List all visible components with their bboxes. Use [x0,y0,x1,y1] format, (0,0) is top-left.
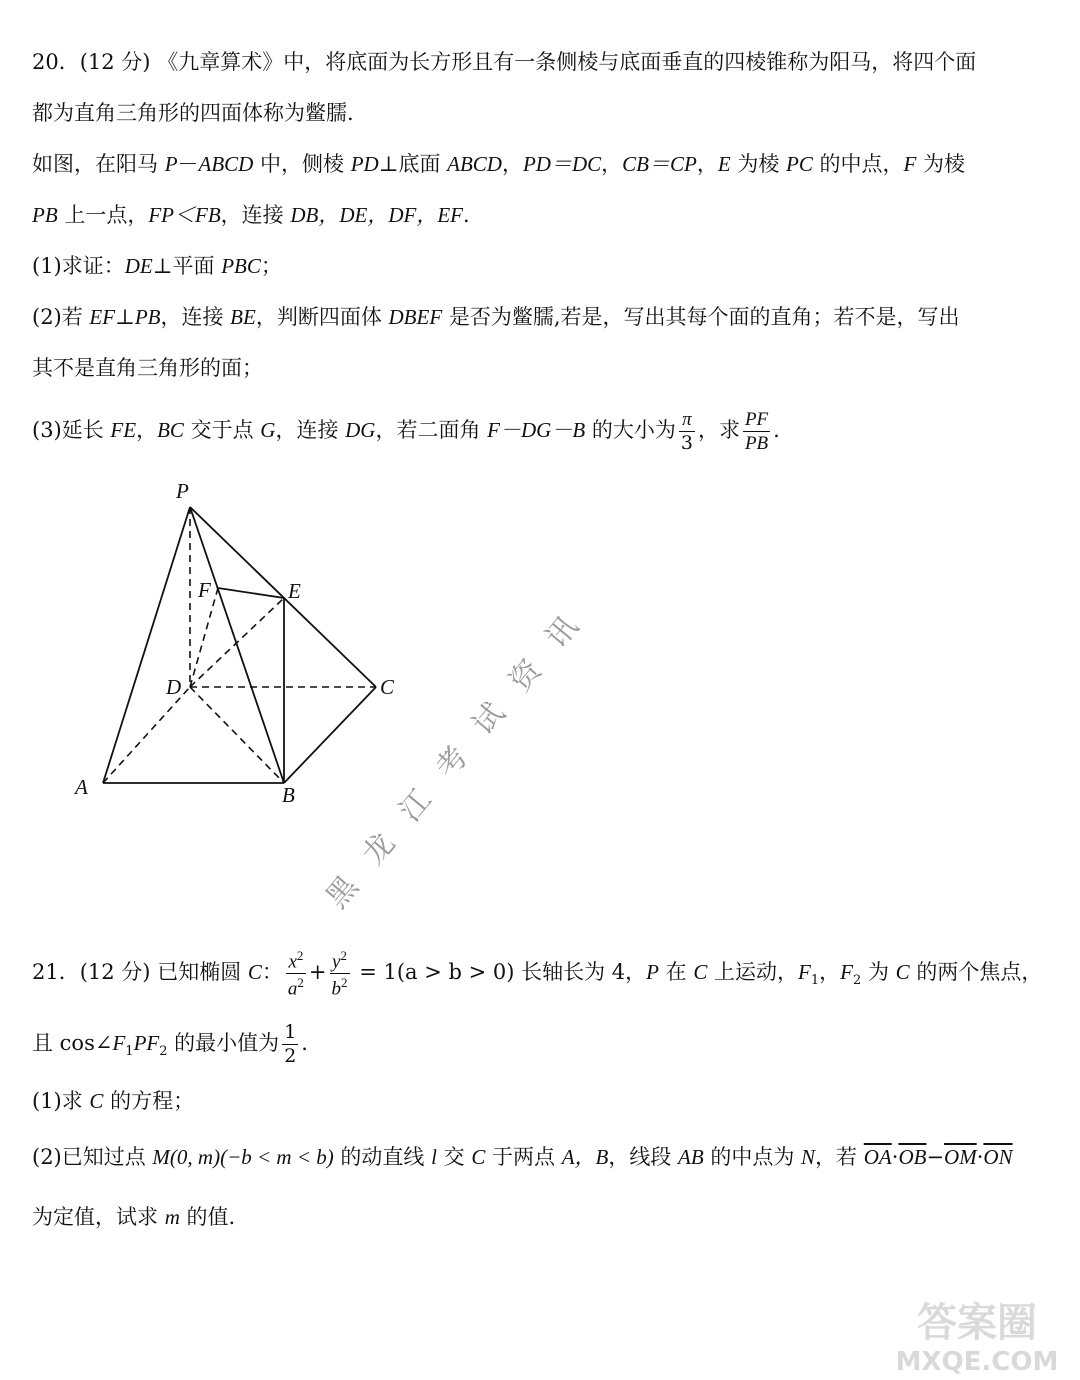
fraction-x2-over-a2 [286,949,306,999]
subscript: 1 [125,1044,134,1060]
fraction-numerator: 1 [284,1021,297,1043]
text: 的值. [179,1205,236,1229]
math-n: N [801,1145,816,1169]
math-m: M [152,1145,170,1169]
text: ， [601,152,623,176]
text: . [773,418,780,442]
math-fp-lt-fb: FP＜FB [148,203,221,227]
text: 其不是直角三角形的面； [32,356,263,380]
text: 交于点 [183,418,261,442]
var-y: y [332,951,341,972]
edge-df-hidden [190,588,218,687]
fraction-y2-over-b2 [330,949,350,999]
plus: + [308,960,327,984]
math-dihedral-angle: F－DG－B [487,418,586,442]
logo-bottom-text: MXQE.COM [895,1347,1059,1376]
text: 中，侧棱 [253,152,351,176]
watermark-char: 龙 [355,826,403,872]
math-cb-eq-cp: CB＝CP [622,152,697,176]
text: ， [819,960,841,984]
math-abcd: ABCD [198,152,254,176]
math-fe: FE [110,418,137,442]
watermark-char: 资 [502,652,549,699]
text: 为棱 [916,152,966,176]
var-x: x [288,951,297,972]
corner-logo [882,1290,1072,1376]
minus: − [926,1145,945,1169]
fraction-pi-over-3 [679,410,695,453]
text: 如图，在阳马 [32,152,165,176]
var-a: a [287,978,298,1000]
text: 的两个焦点， [909,960,1043,984]
label-e: E [288,579,301,603]
edge-ad-hidden [103,687,190,783]
edge-pa [103,507,190,783]
math-f1: F [112,1031,126,1055]
text: ： [261,960,283,984]
watermark-char: 江 [392,782,439,829]
math-pb: PB [32,203,58,227]
text: 上一点， [57,203,149,227]
math-a-b: A，B [561,1145,609,1169]
math-m: m [164,1205,180,1229]
exponent: 2 [296,947,304,963]
text: 为 [861,960,896,984]
text: 在 [658,960,694,984]
math-g: G [260,418,276,442]
vector-ob: $\overline{OB}$ [898,1145,927,1169]
exponent: 2 [341,975,348,990]
watermark-char: 考 [429,739,476,786]
text: 的动直线 [333,1145,432,1169]
math-pbc: PBC [221,254,261,278]
watermark-char: 黑 [319,869,366,916]
text: 为棱 [730,152,786,176]
text: (1)求 [32,1089,90,1113]
text: ⊥底面 [378,152,448,176]
var-b: b [331,978,342,1000]
label-a: A [75,775,88,799]
fraction-denominator: PB [744,433,769,454]
text: 的中点为 [703,1145,802,1169]
text: (3)延长 [32,418,111,442]
text: ，若二面角 [375,418,488,442]
text: 是否为鳖臑,若是，写出其每个面的直角；若不是，写出 [442,305,960,329]
edge-pb [190,507,284,783]
logo-top-text: 答案圈 [917,1300,1037,1346]
problem-20-number: 20．(12 分) [32,50,151,74]
math-ef-perp-pb: EF⊥PB [89,305,161,329]
text: . [462,203,470,227]
math-c: C [247,960,262,984]
math-pd: PD [350,152,379,176]
vector-om: $\overline{OM}$ [944,1145,977,1169]
problem-20-line-4 [32,201,470,229]
watermark-char: 试 [465,696,513,742]
subscript: 1 [810,973,820,989]
math-p: P [646,960,659,984]
problem-20-question-3 [32,408,780,453]
text: 的最小值为 [167,1031,280,1055]
problem-20-line-1 [32,48,976,76]
text: ，求 [697,418,740,442]
problem-21-question-2 [32,1143,1013,1171]
text: ，线段 [608,1145,679,1169]
problem-21-question-1 [32,1087,194,1115]
fraction-one-half [282,1023,298,1066]
math-e: E [717,152,731,176]
text: ， [501,152,523,176]
math-de: DE [124,254,153,278]
fraction-numerator [330,949,350,974]
math-f2: F [840,960,853,984]
edge-de-hidden [190,598,284,687]
text: . [301,1031,308,1055]
math-c: C [471,1145,486,1169]
dash: － [177,152,199,176]
math-be: BE [230,305,256,329]
label-c: C [380,675,395,699]
problem-20-question-2 [32,303,960,331]
math-c: C [693,960,708,984]
math-p: P [164,152,178,176]
fraction-pf-over-pb [743,410,770,453]
problem-20-line-3 [32,150,965,178]
subscript: 2 [159,1044,168,1060]
fraction-denominator: 2 [284,1045,297,1067]
math-f: F [903,152,917,176]
problem-20-text-2: 都为直角三角形的四面体称为鳖臑. [32,101,354,125]
math-c: C [895,960,910,984]
equation-rhs: = 1(a > b > 0) [352,960,515,984]
fraction-denominator [330,974,350,998]
edge-db-hidden [190,687,284,783]
math-dbef: DBEF [388,305,443,329]
text: ， [696,152,718,176]
problem-20-question-2-line-2 [32,354,263,382]
problem-20-line-2 [32,99,354,127]
fraction-numerator: PF [744,409,769,430]
dot: · [891,1145,899,1169]
text: (2)已知过点 [32,1145,153,1169]
problem-20-question-1 [32,252,282,280]
problem-21-line-1 [32,944,1042,1009]
text: 且 cos∠ [32,1031,113,1055]
problem-20-text-1: 《九章算术》中，将底面为长方形且有一条侧棱与底面垂直的四棱锥称为阳马，将四个面 [157,50,977,74]
problem-21-number: 21．(12 分) [32,960,151,984]
text: ，判断四面体 [255,305,389,329]
fraction-numerator [286,949,306,974]
text: ⊥平面 [152,254,222,278]
vector-oa: $\overline{OA}$ [863,1145,892,1169]
subscript: 2 [852,973,862,989]
exponent: 2 [297,975,304,990]
label-p: P [176,479,189,503]
text: (2)若 [32,305,90,329]
text: 的大小为 [585,418,676,442]
math-pc: PC [786,152,813,176]
label-b: B [282,783,295,807]
math-coordinates: (0, m)(−b < m < b) [169,1145,334,1169]
math-bc: BC [157,418,184,442]
watermark-text [319,610,585,915]
text: ，若 [815,1145,864,1169]
math-ab: AB [678,1145,704,1169]
fraction-numerator: π [679,410,695,432]
dot: · [976,1145,984,1169]
text: 长轴长为 4， [514,960,647,984]
math-abcd: ABCD [447,152,502,176]
text: ， [136,418,158,442]
text: 于两点 [485,1145,562,1169]
text: 上运动， [707,960,799,984]
text: ，连接 [275,418,346,442]
math-pf2: PF [133,1031,160,1055]
text: ，连接 [220,203,291,227]
text: 交 [436,1145,472,1169]
label-f: F [198,578,211,602]
text: ，连接 [160,305,231,329]
text: ； [260,254,282,278]
vector-on: $\overline{ON}$ [983,1145,1013,1169]
fraction-denominator: 3 [680,432,693,454]
math-f1: F [798,960,811,984]
text: 为定值，试求 [32,1205,165,1229]
fraction-denominator [286,974,306,998]
math-dg: DG [345,418,376,442]
text: (1)求证： [32,254,125,278]
math-pd-eq-dc: PD＝DC [522,152,602,176]
math-l: l [431,1145,437,1169]
math-segments: DB，DE，DF，EF [290,203,463,227]
text: 的中点， [812,152,904,176]
exponent: 2 [340,947,347,963]
problem-21-question-2-line-2 [32,1203,235,1231]
text: 已知椭圆 [157,960,248,984]
watermark-char: 讯 [539,610,586,656]
math-c: C [89,1089,104,1113]
text: 的方程； [103,1089,195,1113]
label-d: D [166,675,182,699]
watermark [300,610,660,950]
problem-21-line-2 [32,1018,308,1077]
